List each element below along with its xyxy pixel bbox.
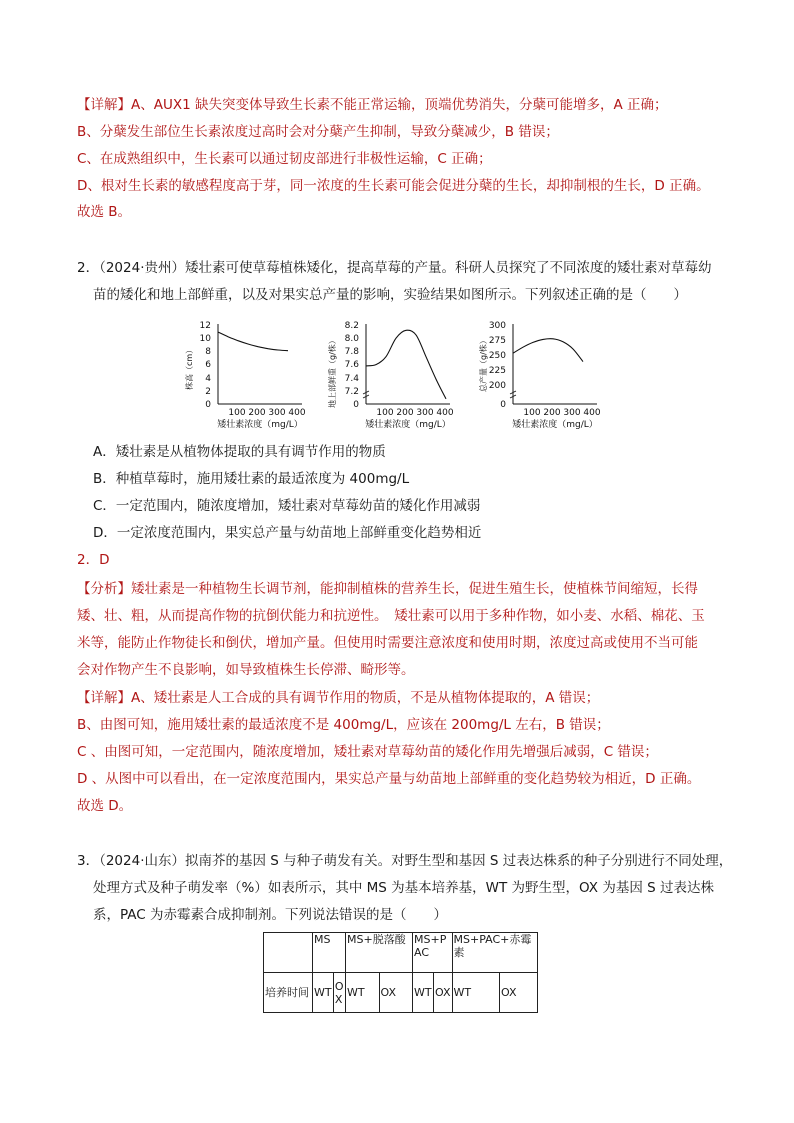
c1-xtick: 100: [228, 408, 246, 418]
c1-ytick: 6: [205, 360, 211, 370]
c2-ytick: 7.8: [344, 347, 359, 357]
c3-xtick: 100: [523, 408, 541, 418]
c2-yticks: [345, 321, 360, 410]
analysis-tag: 【分析】: [77, 581, 131, 597]
q2-option-d: D．一定浓度范围内，果实总产量与幼苗地上部鲜重变化趋势相近: [93, 525, 482, 541]
c2-ytick: 7.6: [344, 360, 359, 370]
q2-option-a: A．矮壮素是从植物体提取的具有调节作用的物质: [93, 444, 386, 460]
q2-detail-d: D 、从图中可以看出，在一定浓度范围内，果实总产量与幼苗地上部鲜重的变化趋势较为相近，D 正确。: [77, 771, 701, 787]
c3-xtick: 400: [583, 408, 601, 418]
q2-detail-b: B、由图可知，施用矮壮素的最适浓度不是 400mg/L，应该在 200mg/L 左右，B 错误；: [77, 717, 610, 733]
c3-xticks: [523, 408, 600, 418]
germination-table: [263, 932, 538, 1013]
c1-xtick: 300: [268, 408, 286, 418]
q2-conclusion: 故选 D。: [77, 798, 133, 814]
table-header-ms: MS: [313, 933, 346, 973]
c2-ytick: 0: [353, 400, 359, 410]
q1-detail-d: D、根对生长素的敏感程度高于芽，同一浓度的生长素可能会促进分蘖的生长，却抑制根的生长，D 正确。: [77, 178, 710, 194]
table-row-label: 培养时间: [264, 973, 313, 1013]
q2-analysis-line1: [77, 580, 698, 598]
c3-xtick: 200: [543, 408, 561, 418]
table-cell: WT: [346, 973, 380, 1013]
q2-stem-line1: [77, 259, 712, 277]
c2-xticks: [376, 408, 453, 418]
q2-option-b: B．种植草莓时，施用矮壮素的最适浓度为 400mg/L: [93, 471, 410, 487]
c3-ytick: 300: [488, 321, 506, 331]
c1-xticks: [228, 408, 305, 418]
c1-ytick: 12: [199, 321, 211, 331]
table-cell: OX: [333, 973, 345, 1013]
c3-yticks: [489, 321, 506, 410]
table-cell: WT: [452, 973, 500, 1013]
table-header-pac-ga: MS+PAC+赤霉素: [452, 933, 537, 973]
c2-ytick: 8.0: [344, 334, 359, 344]
c1-yticks: [200, 321, 212, 410]
detail-text: A、矮壮素是人工合成的具有调节作用的物质，不是从植物体提取的，A 错误；: [131, 690, 600, 706]
chart-total-yield: [473, 318, 603, 430]
analysis-text1: 矮壮素是一种植物生长调节剂，能抑制植株的营养生长，促进生殖生长，使植株节间缩短，长得: [131, 581, 698, 597]
c2-series-line: [366, 330, 446, 399]
q3-number: 3．: [77, 853, 100, 869]
q3-stem-line3: 系，PAC 为赤霉素合成抑制剂。下列说法错误的是（ ）: [93, 907, 447, 923]
q3-stem-text1: （2024·山东）拟南芥的基因 S 与种子萌发有关。对野生型和基因 S 过表达株系的种子分别进行不同处理，: [99, 853, 733, 869]
c2-xtick: 300: [416, 408, 434, 418]
c1-ytick: 2: [205, 387, 211, 397]
detail-tag: 【详解】: [77, 690, 131, 706]
c2-ytick: 7.4: [344, 374, 359, 384]
q2-analysis-line4: 会对作物产生不良影响，如导致植株生长停滞、畸形等。: [77, 662, 415, 678]
table-cell: WT: [313, 973, 334, 1013]
c1-xtick: 400: [288, 408, 306, 418]
c3-ytick: 0: [500, 400, 506, 410]
table-corner-cell: [264, 933, 313, 973]
table-header-aba: MS+脱落酸: [346, 933, 413, 973]
table-cell: OX: [500, 973, 537, 1013]
c3-ytick: 200: [488, 381, 506, 391]
c3-ytick: 225: [488, 366, 506, 376]
q2-stem-text1: （2024·贵州）矮壮素可使草莓植株矮化，提高草莓的产量。科研人员探究了不同浓度的矮壮素对草莓幼: [99, 260, 712, 276]
c3-xlabel: 矮壮素浓度（mg/L）: [512, 420, 598, 430]
q1-detail-a: [77, 96, 668, 114]
q2-stem-line2: 苗的矮化和地上部鲜重，以及对果实总产量的影响，实验结果如图所示。下列叙述正确的是（ ）: [93, 287, 687, 303]
c2-ytick: 8.2: [344, 321, 359, 331]
c2-xlabel: 矮壮素浓度（mg/L）: [365, 420, 451, 430]
c2-xtick: 100: [376, 408, 394, 418]
q2-analysis-line2: 矮、壮、粗，从而提高作物的抗倒伏能力和抗逆性。 矮壮素可以用于多种作物，如小麦、水稻、棉花、玉: [77, 608, 705, 624]
table-header-row: [264, 933, 538, 973]
c2-xtick: 200: [396, 408, 414, 418]
detail-tag: 【详解】: [77, 97, 131, 113]
detail-text: A、AUX1 缺失突变体导致生长素不能正常运输，顶端优势消失，分蘖可能增多，A 正确；: [131, 97, 668, 113]
q2-detail-c: C 、由图可知，一定范围内，随浓度增加，矮壮素对草莓幼苗的矮化作用先增强后减弱，C 错误；: [77, 744, 658, 760]
table-cell: OX: [434, 973, 453, 1013]
q2-detail-a: [77, 689, 599, 707]
q2-answer: 2．D: [77, 552, 110, 568]
c1-xtick: 200: [248, 408, 266, 418]
q1-detail-c: C、在成熟组织中，生长素可以通过韧皮部进行非极性运输，C 正确；: [77, 151, 492, 167]
c2-ytick: 7.2: [344, 387, 359, 397]
c1-xlabel: 矮壮素浓度（mg/L）: [217, 420, 303, 430]
c1-ytick: 8: [205, 347, 211, 357]
c3-ytick: 250: [488, 351, 506, 361]
chart-fresh-weight: [326, 318, 456, 430]
c1-ylabel: 株高（cm）: [185, 345, 194, 390]
c3-ylabel: 总产量（g/株）: [479, 336, 488, 392]
table-cell: OX: [379, 973, 413, 1013]
table-header-pac: MS+PAC: [413, 933, 453, 973]
q3-stem-line2: 处理方式及种子萌发率（%）如表所示，其中 MS 为基本培养基，WT 为野生型，OX 为基因 S 过表达株: [93, 880, 714, 896]
c2-xtick: 400: [436, 408, 454, 418]
q2-number: 2．: [77, 260, 100, 276]
c1-series-line: [218, 332, 288, 351]
c1-ytick: 0: [205, 400, 211, 410]
c3-series-line: [513, 339, 583, 362]
c2-ylabel: 地上部鲜重（g/株）: [328, 336, 337, 408]
c3-ytick: 275: [488, 336, 506, 346]
c3-xtick: 300: [563, 408, 581, 418]
q2-analysis-line3: 米等，能防止作物徒长和倒伏，增加产量。但使用时需要注意浓度和使用时期，浓度过高或使用不当可能: [77, 635, 698, 651]
q1-conclusion: 故选 B。: [77, 204, 132, 220]
table-row: [264, 973, 538, 1013]
q3-stem-line1: [77, 852, 732, 870]
chart-plant-height: [178, 318, 308, 430]
q1-detail-b: B、分蘖发生部位生长素浓度过高时会对分蘖产生抑制，导致分蘖减少，B 错误；: [77, 124, 559, 140]
q2-option-c: C．一定范围内，随浓度增加，矮壮素对草莓幼苗的矮化作用减弱: [93, 498, 481, 514]
c1-ytick: 10: [199, 334, 211, 344]
c1-ytick: 4: [205, 374, 211, 384]
table-cell: WT: [413, 973, 434, 1013]
